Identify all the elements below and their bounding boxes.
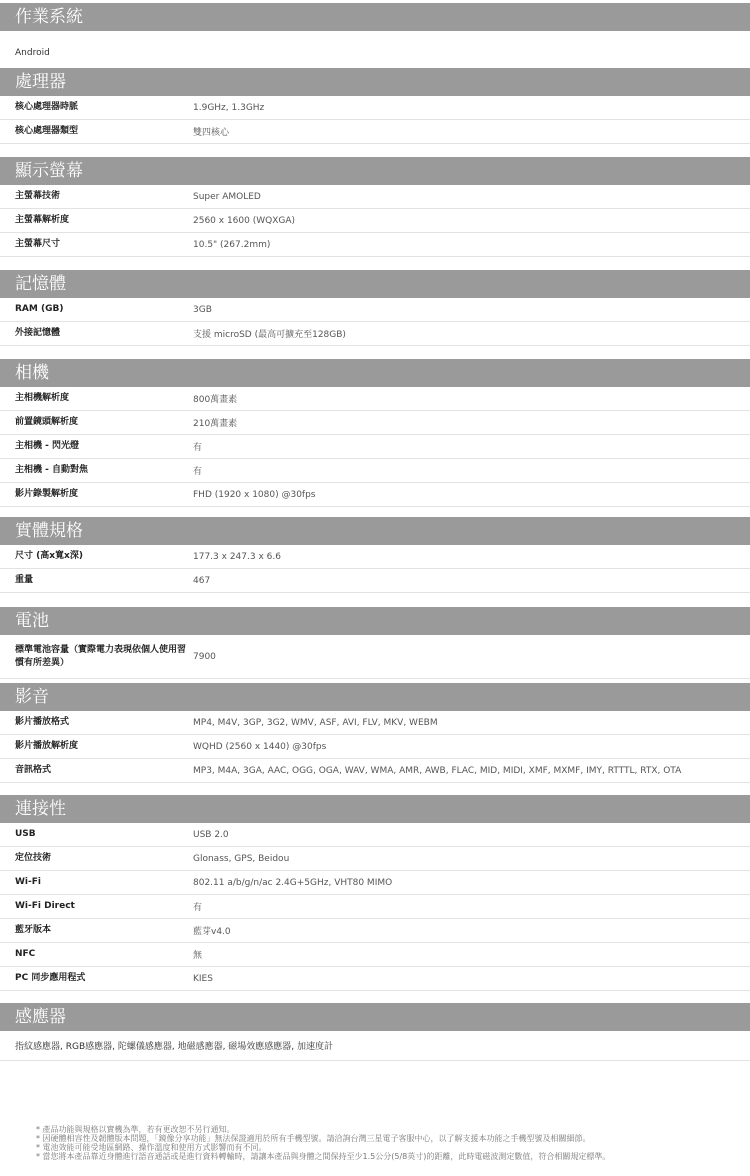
spec-row (0, 823, 750, 847)
spec-value: 1.9GHz, 1.3GHz (193, 102, 265, 113)
section-header: 顯示螢幕 (0, 157, 750, 185)
spec-value: 支援 microSD (最高可擴充至128GB) (193, 330, 346, 340)
footnote: * 電池效能可能受地區網路、操作溫度和使用方式影響而有不同。 (36, 1143, 267, 1152)
spec-section (0, 3, 750, 76)
footnote: * 因硬體相容性及韌體版本問題，「鏡像分享功能」無法保證適用於所有手機型號。請洽詢台灣三星電子客服中心，以了解支援本功能之手機型號及相關細節。 (36, 1134, 591, 1143)
spec-label: 前置鏡頭解析度 (15, 417, 79, 427)
footnote: * 當您將本產品靠近身體進行語音通話或是進行資料轉輸時，請讓本產品與身體之間保持至少1.5公分(5/8英寸)的距離，此時電磁波測定數值，符合相關規定標準。 (36, 1152, 611, 1161)
spec-row (0, 483, 750, 507)
spec-value: 指紋感應器, RGB感應器, 陀螺儀感應器, 地磁感應器, 磁場效應感應器, 加速度計 (15, 1042, 334, 1052)
spec-label: 定位技術 (15, 853, 52, 863)
spec-label: 影片播放格式 (15, 717, 70, 727)
spec-row (0, 635, 750, 679)
spec-value: 10.5" (267.2mm) (193, 239, 271, 250)
spec-value: Super AMOLED (193, 191, 261, 202)
spec-label: 主相機解析度 (15, 393, 70, 403)
section-header: 相機 (0, 359, 750, 387)
spec-label: PC 同步應用程式 (15, 973, 86, 983)
spec-value: Android (15, 48, 50, 58)
spec-section (0, 683, 750, 783)
spec-value: 藍芽v4.0 (193, 927, 231, 937)
spec-label: 音訊格式 (15, 765, 52, 775)
spec-value: WQHD (2560 x 1440) @30fps (193, 741, 327, 752)
section-header: 感應器 (0, 1003, 750, 1031)
spec-value: 467 (193, 575, 211, 586)
spec-row (0, 96, 750, 120)
spec-row (0, 233, 750, 257)
section-header: 電池 (0, 607, 750, 635)
spec-full-row (0, 1031, 750, 1061)
spec-row (0, 120, 750, 144)
spec-row (0, 322, 750, 346)
spec-label: USB (15, 829, 36, 839)
spec-row (0, 967, 750, 991)
section-header: 連接性 (0, 795, 750, 823)
spec-section (0, 607, 750, 679)
section-header: 實體規格 (0, 517, 750, 545)
spec-row (0, 411, 750, 435)
section-header: 作業系統 (0, 3, 750, 31)
spec-row (0, 847, 750, 871)
spec-value: MP4, M4V, 3GP, 3G2, WMV, ASF, AVI, FLV, MKV, WEBM (193, 717, 438, 728)
spec-row (0, 943, 750, 967)
spec-row (0, 711, 750, 735)
spec-value: 雙四核心 (193, 128, 230, 138)
spec-value: 有 (193, 467, 203, 477)
spec-row (0, 895, 750, 919)
spec-value: 無 (193, 951, 203, 961)
footnotes (36, 1125, 610, 1161)
spec-label: 尺寸 (高x寬x深) (15, 551, 83, 561)
spec-value: 7900 (193, 651, 216, 662)
spec-value: 有 (193, 903, 203, 913)
spec-row (0, 459, 750, 483)
spec-label: 主相機 - 閃光燈 (15, 441, 80, 451)
spec-row (0, 387, 750, 411)
spec-label: 主相機 - 自動對焦 (15, 465, 89, 475)
spec-label: 重量 (15, 575, 34, 585)
spec-label: Wi-Fi Direct (15, 901, 75, 911)
spec-label: 外接記憶體 (15, 328, 61, 338)
spec-row (0, 435, 750, 459)
spec-value: 800萬畫素 (193, 395, 238, 405)
spec-label: 標準電池容量（實際電力表現依個人使用習慣有所差異） (15, 644, 187, 668)
section-header: 影音 (0, 683, 750, 711)
spec-label: NFC (15, 949, 36, 959)
spec-label: 主螢幕解析度 (15, 215, 70, 225)
spec-section (0, 157, 750, 257)
spec-value: 有 (193, 443, 203, 453)
spec-section (0, 359, 750, 507)
spec-label: 主螢幕技術 (15, 191, 61, 201)
spec-row (0, 209, 750, 233)
spec-value: 802.11 a/b/g/n/ac 2.4G+5GHz, VHT80 MIMO (193, 877, 393, 888)
section-header: 處理器 (0, 68, 750, 96)
spec-row (0, 185, 750, 209)
spec-row (0, 919, 750, 943)
spec-label: RAM (GB) (15, 304, 64, 314)
spec-label: 主螢幕尺寸 (15, 239, 61, 249)
spec-value: 210萬畫素 (193, 419, 238, 429)
spec-label: 藍牙版本 (15, 925, 52, 935)
spec-value: USB 2.0 (193, 829, 229, 840)
spec-section (0, 795, 750, 991)
spec-section (0, 270, 750, 346)
spec-row (0, 298, 750, 322)
spec-row (0, 759, 750, 783)
section-header: 記憶體 (0, 270, 750, 298)
spec-value: 2560 x 1600 (WQXGA) (193, 215, 296, 226)
spec-label: 影片播放解析度 (15, 741, 79, 751)
footnote: * 產品功能與規格以實機為準，若有更改恕不另行通知。 (36, 1125, 235, 1134)
spec-row (0, 569, 750, 593)
spec-value: MP3, M4A, 3GA, AAC, OGG, OGA, WAV, WMA, AMR, AWB, FLAC, MID, MIDI, XMF, MXMF, IMY, RTTTL, RTX, OTA (193, 765, 682, 776)
spec-row (0, 735, 750, 759)
spec-value: KIES (193, 973, 213, 984)
spec-value: 177.3 x 247.3 x 6.6 (193, 551, 281, 562)
spec-value: Glonass, GPS, Beidou (193, 853, 290, 864)
spec-row (0, 545, 750, 569)
spec-value: 3GB (193, 304, 212, 315)
spec-section (0, 68, 750, 144)
spec-label: 核心處理器時脈 (15, 102, 79, 112)
spec-section (0, 517, 750, 593)
spec-section (0, 1003, 750, 1061)
spec-label: 影片錄製解析度 (15, 489, 79, 499)
spec-value: FHD (1920 x 1080) @30fps (193, 489, 316, 500)
spec-row (0, 871, 750, 895)
spec-label: 核心處理器類型 (15, 126, 79, 136)
spec-label: Wi-Fi (15, 877, 41, 887)
